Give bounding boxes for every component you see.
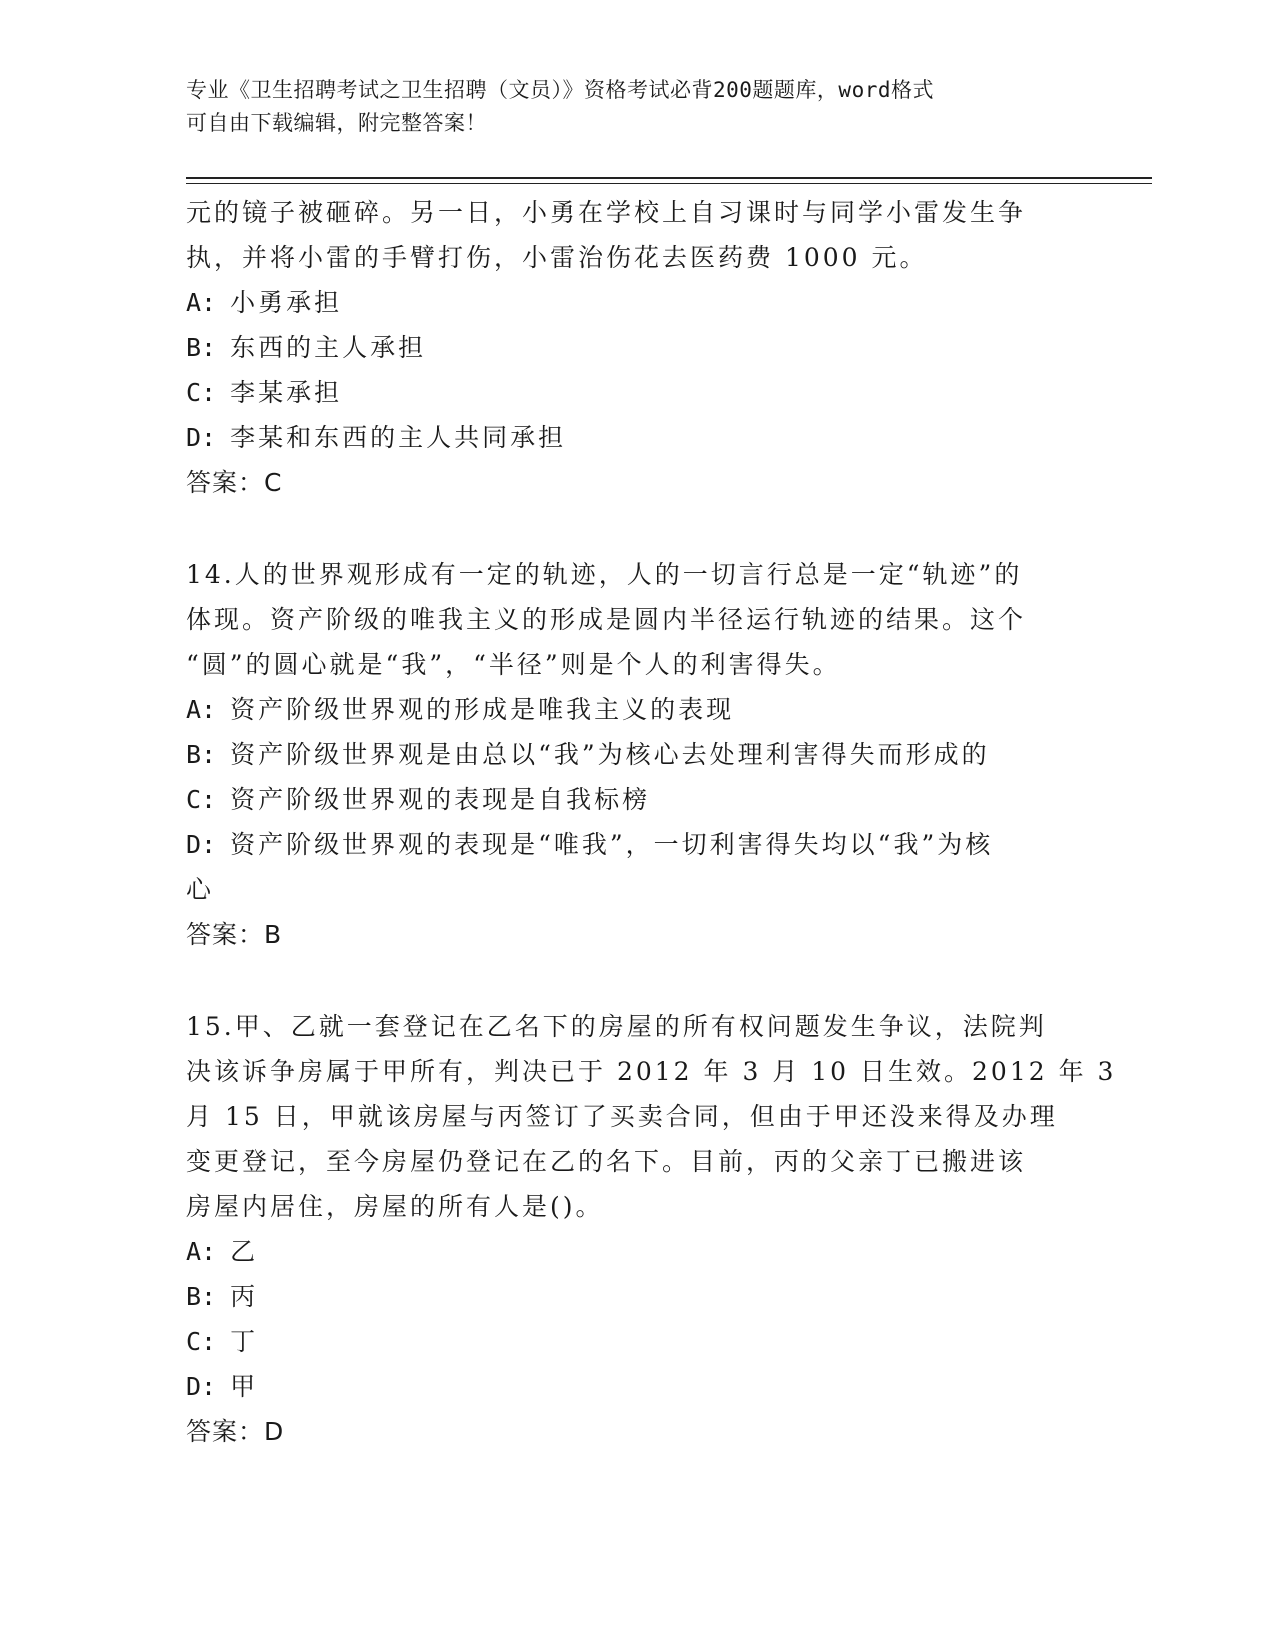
question-13 [186,190,1086,505]
option-a [186,687,1086,732]
question-text-line: 执，并将小雷的手臂打伤，小雷治伤花去医药费 1000 元。 [186,243,928,272]
option-key: B: [186,333,217,362]
question-text-line: 决该诉争房属于甲所有，判决已于 2012 年 3 月 10 日生效。2012 年 3 [186,1057,1117,1086]
option-text: 李某和东西的主人共同承担 [230,423,567,452]
option-key: C: [186,1327,217,1356]
question-text-line: 元的镜子被砸碎。另一日，小勇在学校上自习课时与同学小雷发生争 [186,198,1027,227]
option-d-continued: 心 [186,875,215,904]
option-text: 丙 [230,1282,259,1311]
option-text: 资产阶级世界观是由总以“我”为核心去处理利害得失而形成的 [230,740,990,769]
option-text: 东西的主人承担 [230,333,427,362]
option-text: 资产阶级世界观的表现是“唯我”，一切利害得失均以“我”为核 [230,830,994,859]
option-key: B: [186,740,217,769]
document-body [186,190,1117,1454]
question-15 [186,1004,1117,1454]
option-a [186,1229,1086,1274]
question-14 [186,552,1086,957]
option-key: B: [186,1282,217,1311]
question-text-line: 月 15 日，甲就该房屋与丙签订了买卖合同，但由于甲还没来得及办理 [186,1102,1058,1131]
question-text-line: 变更登记，至今房屋仍登记在乙的名下。目前，丙的父亲丁已搬进该 [186,1147,1027,1176]
option-key: A: [186,288,217,317]
option-text: 乙 [230,1237,259,1266]
question-text-line: 15.甲、乙就一套登记在乙名下的房屋的所有权问题发生争议，法院判 [186,1012,1047,1041]
header-line-2: 可自由下载编辑，附完整答案！ [186,111,487,135]
option-b [186,325,1086,370]
document-header [186,74,1086,140]
question-text-line: 体现。资产阶级的唯我主义的形成是圆内半径运行轨迹的结果。这个 [186,605,1027,634]
option-key: C: [186,785,217,814]
option-d [186,822,1086,867]
answer-label: 答案：D [186,1417,285,1446]
option-key: D: [186,423,217,452]
spacer [186,957,1086,1004]
answer-label: 答案：C [186,468,283,497]
option-d [186,415,1086,460]
option-key: A: [186,695,217,724]
spacer [186,505,1086,552]
option-key: D: [186,1372,217,1401]
option-text: 资产阶级世界观的表现是自我标榜 [230,785,651,814]
question-text-line: 14.人的世界观形成有一定的轨迹，人的一切言行总是一定“轨迹”的 [186,560,1023,589]
header-line-1: 专业《卫生招聘考试之卫生招聘（文员）》资格考试必背200题题库，word格式 [186,78,934,102]
option-key: A: [186,1237,217,1266]
header-divider-thin [186,183,1152,184]
option-b [186,1274,1086,1319]
option-key: D: [186,830,217,859]
option-key: C: [186,378,217,407]
answer-label: 答案：B [186,920,283,949]
option-c [186,1319,1086,1364]
option-d [186,1364,1086,1409]
option-text: 小勇承担 [230,288,343,317]
option-text: 丁 [230,1327,259,1356]
option-c [186,370,1086,415]
option-text: 资产阶级世界观的形成是唯我主义的表现 [230,695,735,724]
option-c [186,777,1086,822]
option-text: 李某承担 [230,378,343,407]
option-a [186,280,1086,325]
question-text-line: “圆”的圆心就是“我”，“半径”则是个人的利害得失。 [186,650,841,679]
option-b [186,732,1086,777]
option-text: 甲 [230,1372,259,1401]
question-text-line: 房屋内居住，房屋的所有人是()。 [186,1192,604,1221]
header-divider-thick [186,177,1152,179]
